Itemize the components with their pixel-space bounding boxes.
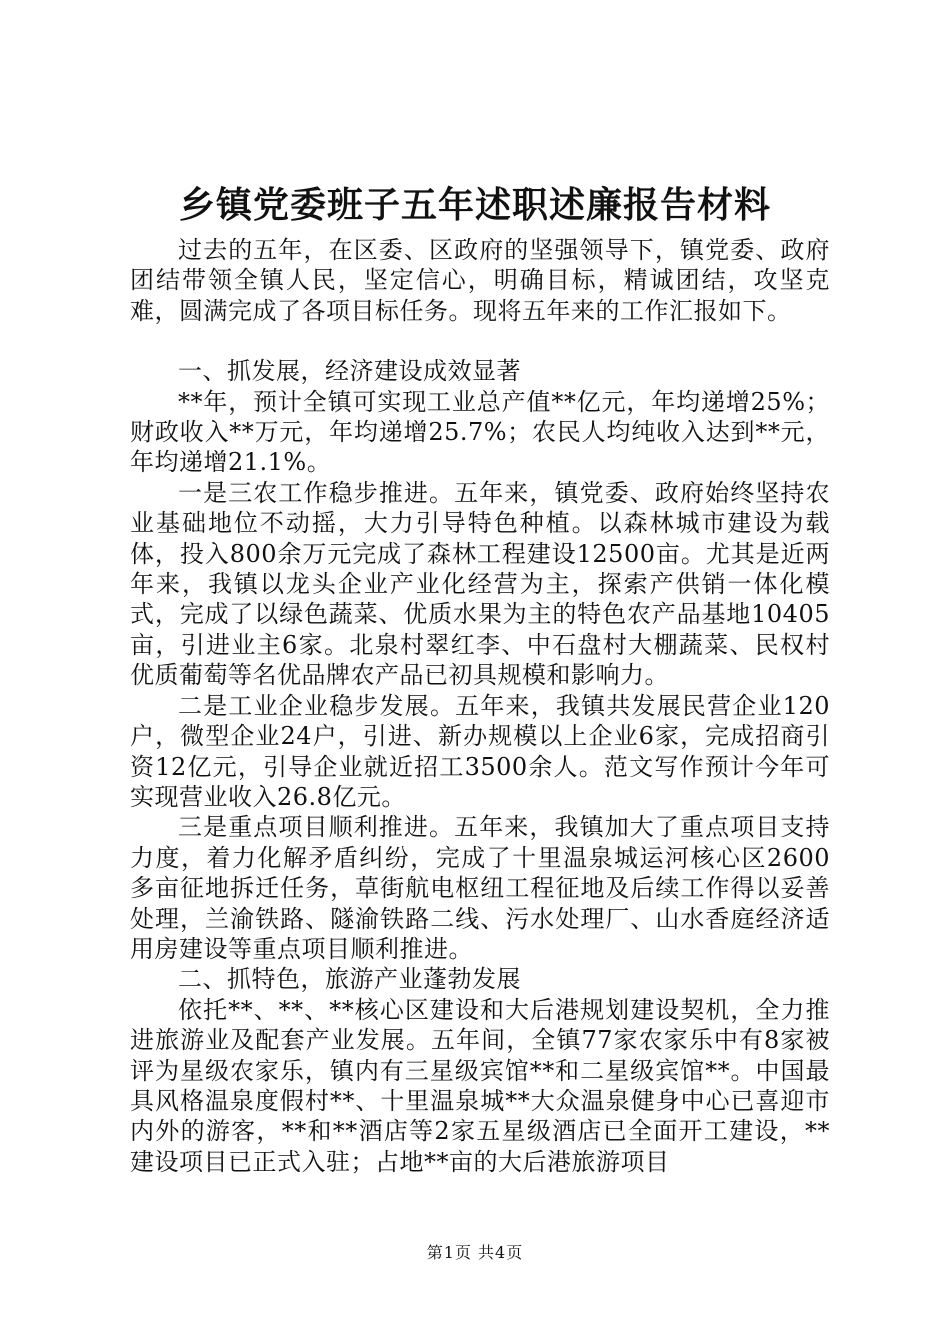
paragraph-economy-stats: **年，预计全镇可实现工业总产值**亿元，年均递增25%；财政收入**万元，年均递增25.7%；农民人均纯收入达到**元，年均递增21.1%。: [130, 387, 830, 477]
paragraph-key-projects: 三是重点项目顺利推进。五年来，我镇加大了重点项目支持力度，着力化解矛盾纠纷，完成了十里温泉城运河核心区2600多亩征地拆迁任务，草街航电枢纽工程征地及后续工作得以妥善处理，兰渝铁路、隧渝铁路二线、污水处理厂、山水香庭经济适用房建设等重点项目顺利推进。: [130, 813, 830, 963]
document-body: [130, 235, 830, 1177]
paragraph-agriculture: 一是三农工作稳步推进。五年来，镇党委、政府始终坚持农业基础地位不动摇，大力引导特色种植。以森林城市建设为载体，投入800余万元完成了森林工程建设12500亩。尤其是近两年来，我镇以龙头企业产业化经营为主，探索产供销一体化模式，完成了以绿色蔬菜、优质水果为主的特色农产品基地10405亩，引进业主6家。北泉村翠红李、中石盘村大棚蔬菜、民权村优质葡萄等名优品牌农产品已初具规模和影响力。: [130, 478, 830, 690]
paragraph-intro: 过去的五年，在区委、区政府的坚强领导下，镇党委、政府团结带领全镇人民，坚定信心，明确目标，精诚团结，攻坚克难，圆满完成了各项目标任务。现将五年来的工作汇报如下。: [130, 236, 830, 325]
page-number-footer: 第1页 共4页: [426, 1243, 524, 1262]
section-heading-1: 一、抓发展，经济建设成效显著: [178, 357, 521, 386]
paragraph-industry: 二是工业企业稳步发展。五年来，我镇共发展民营企业120户，微型企业24户，引进、新办规模以上企业6家，完成招商引资12亿元，引导企业就近招工3500余人。范文写作预计今年可实现营业收入26.8亿元。: [130, 691, 830, 811]
paragraph-tourism: 依托**、**、**核心区建设和大后港规划建设契机，全力推进旅游业及配套产业发展。五年间，全镇77家农家乐中有8家被评为星级农家乐，镇内有三星级宾馆**和二星级宾馆**。中国最具风格温泉度假村**、十里温泉城**大众温泉健身中心已喜迎市内外的游客，**和**酒店等2家五星级酒店已全面开工建设，**建设项目已正式入驻；占地**亩的大后港旅游项目: [130, 995, 830, 1176]
document-title: 乡镇党委班子五年述职述廉报告材料: [178, 184, 771, 226]
section-heading-2: 二、抓特色，旅游产业蓬勃发展: [178, 965, 521, 994]
